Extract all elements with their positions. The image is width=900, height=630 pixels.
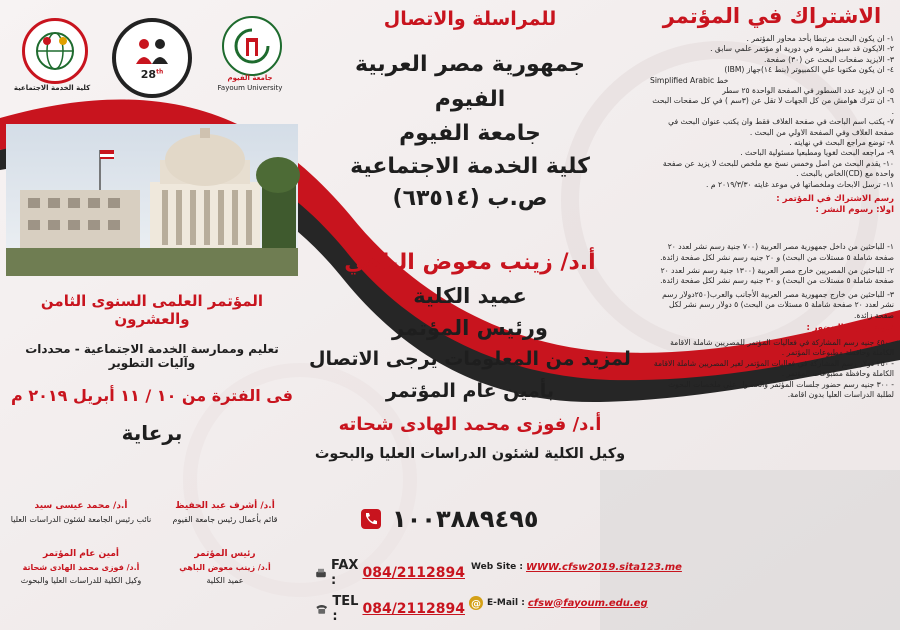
phone-row [360, 505, 580, 533]
sponsor-chair [150, 548, 300, 587]
rule-item: ٩- مراجعه البحث لغويا ومطبعيا مسئولية الباحث . [740, 148, 894, 158]
contact-tel [315, 594, 465, 624]
address-line-country: جمهورية مصر العربية [355, 52, 585, 77]
email-label: E-Mail : [487, 598, 525, 608]
sponsor-name: أ.د/ فوزى محمد الهادى شحاتة [22, 563, 140, 572]
telephone-icon [315, 600, 328, 618]
sponsorship-label: برعاية [121, 421, 183, 445]
rule-item: ٧- يكتب اسم الباحث في صفحة الغلاف فقط وان يكتب عنوان البحث في صفحة الغلاف وفي الصفحة الاولي من البحث . [668, 117, 894, 137]
participation-panel [650, 4, 894, 626]
attendance-subtitle: ثانيا: رسوم الحضور : [806, 322, 894, 333]
web-label: Web Site : [471, 562, 523, 572]
svg-text:@: @ [471, 599, 481, 610]
sponsor-role: وكيل الكلية للدراسات العليا والبحوث [20, 576, 142, 585]
conference-dates: فى الفترة من ١٠ / ١١ أبريل ٢٠١٩ م [11, 386, 293, 405]
sponsor-vice-president [6, 500, 156, 526]
badge-number: 28 [140, 68, 157, 81]
attendance-item: - ٢٥٠ دولار رسم المشاركة في فعاليات المؤتمر لغير المصريين شاملة الاقامة الكاملة وحافظة مطبوعات المؤتمر . [653, 358, 894, 379]
dean-name: أ.د/ زينب معوض الباهي [344, 250, 596, 275]
attendance-item: - ٤٥٠ جنيه رسم المشاركة في فعاليات المؤتمر للمصريين شاملة الاقامة الكاملة وحافظة مطبوعات المؤتمر . [670, 337, 894, 358]
sponsor-president [150, 500, 300, 526]
correspondence-panel [300, 0, 640, 630]
sponsor-title: أمين عام المؤتمر [43, 549, 119, 559]
conference-28-logo [112, 18, 192, 98]
fayoum-university-logo [222, 16, 282, 76]
chair-title: ورئيس المؤتمر [392, 316, 548, 340]
university-emblem-icon [232, 26, 272, 66]
fax-icon [315, 564, 327, 582]
email-icon [468, 595, 484, 611]
university-name-en: Fayoum University [217, 84, 283, 92]
rule-item: ٢- الايكون قد سبق نشره في دورية او مؤتمر علمي سابق . [710, 44, 894, 54]
tel-label: TEL : [332, 594, 359, 624]
address-line-city: الفيوم [434, 87, 506, 112]
address-line-faculty: كلية الخدمة الاجتماعية [350, 154, 590, 179]
attendance-item: - ٣٠٠ جنيه رسم حضور جلسات المؤتمر والحصول علي ملخصات البحوث لطلبة الدراسات العليا بدون اقامة. [668, 379, 894, 399]
rule-item: ٤- ان يكون مكتوبا علي الكمبيوتر (بنط ١٤)جهاز (IBM) [724, 65, 894, 75]
sponsor-name: أ.د/ محمد عيسى سيد [34, 501, 128, 511]
rule-item: ١١- ترسل الابحاث وملخصاتها في موعد غايته ٢٠١٩/٣/٣٠ م . [706, 179, 894, 189]
rule-item: ٨- توضع مراجع البحث في نهايته . [789, 138, 894, 148]
info-line: لمزيد من المعلومات يرجى الاتصال [309, 348, 631, 370]
social-work-logo [22, 18, 88, 84]
conference-block [6, 292, 298, 445]
conference-title: المؤتمر العلمى السنوى الثامن والعشرون [40, 292, 264, 328]
web-value[interactable]: WWW.cfsw2019.sita123.me [526, 561, 682, 573]
dean-title: عميد الكلية [413, 284, 527, 308]
email-value[interactable]: cfsw@fayoum.edu.eg [527, 597, 648, 609]
phone-icon [360, 508, 382, 530]
sponsor-name: أ.د/ زينب معوض الباهي [179, 563, 271, 572]
rules-list [650, 34, 894, 190]
attendance-list [650, 338, 894, 400]
rule-item: ١- ان يكون البحث مرتبطا بأحد محاور المؤتمر . [746, 34, 894, 43]
secretary-line: بأمين عام المؤتمر [385, 380, 555, 402]
people-icon [132, 36, 172, 66]
secretary-title: وكيل الكلية لشئون الدراسات العليا والبحوث [314, 446, 626, 462]
fax-value[interactable]: 084/2112894 [362, 565, 465, 581]
fax-label: FAX : [330, 558, 359, 588]
phone-number[interactable]: ١٠٠٣٨٨٩٤٩٥ [392, 505, 539, 533]
fees-subtitle: اولا: رسوم النشر : [815, 205, 894, 216]
fees-list [650, 242, 894, 321]
sponsor-role: قائم بأعمال رئيس جامعة الفيوم [172, 515, 278, 524]
secretary-name: أ.د/ فوزى محمد الهادى شحاته [338, 414, 602, 435]
fee-item: ٢- للباحثين من المصريين خارج مصر العربية (١٣٠٠ جنية رسم نشر لعدد ٢٠ صفحة شاملة ٥ مستلات من البحث) و ٣٠ جنيه رسم نشر لكل صفحة زائدة. [660, 265, 894, 286]
sponsor-role: نائب رئيس الجامعة لشئون الدراسات العليا [10, 515, 152, 524]
fee-item: ١- للباحثين من داخل جمهورية مصر العربية (٧٠٠ جنية رسم نشر لعدد ٢٠ صفحة شاملة ٥ مستلات من البحث) و ٢٠ جنيه رسم نشر لكل صفحة زائدة. [660, 242, 894, 262]
fee-item: ٣- للباحثين من خارج جمهورية مصر العربية الأجانب والعرب(٢٥٠دولار رسم نشر لعدد ٢٠ صفحة شاملة ٥ مستلات من البحث) ٥ دولار رسم نشر لكل صفحة زائدة. [662, 289, 894, 320]
contact-fax [315, 558, 465, 588]
sponsor-role: عميد الكلية [206, 576, 244, 585]
rule-item: خط Simplified Arabic [650, 75, 729, 85]
sponsor-name: أ.د/ أشرف عبد الحفيظ [175, 501, 275, 511]
rule-item: ٦- ان تترك هوامش من كل الجهات لا تقل عن (٣سم ) في كل صفحات البحث . [652, 96, 894, 116]
tel-value[interactable]: 084/2112894 [362, 601, 465, 617]
rule-item: ٥- ان لايزيد عدد السطور في الصفحة الواحدة ٢٥ سطر [722, 86, 894, 96]
po-box: ص.ب (٦٣٥١٤) [392, 186, 548, 211]
contact-email [468, 595, 648, 611]
university-name-ar: جامعة الفيوم [227, 74, 273, 82]
rule-item: ٣- الايزيد صفحات البحث عن (٣٠) صفحة. [764, 54, 894, 64]
social-work-logo-label: كلية الخدمة الاجتماعية [13, 84, 91, 92]
correspondence-title: للمراسلة والاتصال [383, 8, 557, 30]
sponsor-title: رئيس المؤتمر [194, 549, 256, 559]
rule-item: ١٠- يقدم البحث من اصل وخمس نسخ مع ملخص للبحث لا يزيد عن صفحة واحدة مع (CD)الخاص بالبحث . [662, 158, 894, 179]
contact-web [468, 559, 682, 575]
globe-icon [33, 29, 77, 73]
address-line-university: جامعة الفيوم [399, 121, 541, 146]
badge-sup: th [156, 68, 164, 76]
conference-theme: تعليم وممارسة الخدمة الاجتماعية - محددات وآليات التطوير [25, 342, 279, 370]
participation-title: الاشتراك في المؤتمر [662, 4, 882, 28]
sponsor-secretary [6, 548, 156, 587]
fees-title: رسم الاشتراك في المؤتمر : [776, 194, 894, 205]
